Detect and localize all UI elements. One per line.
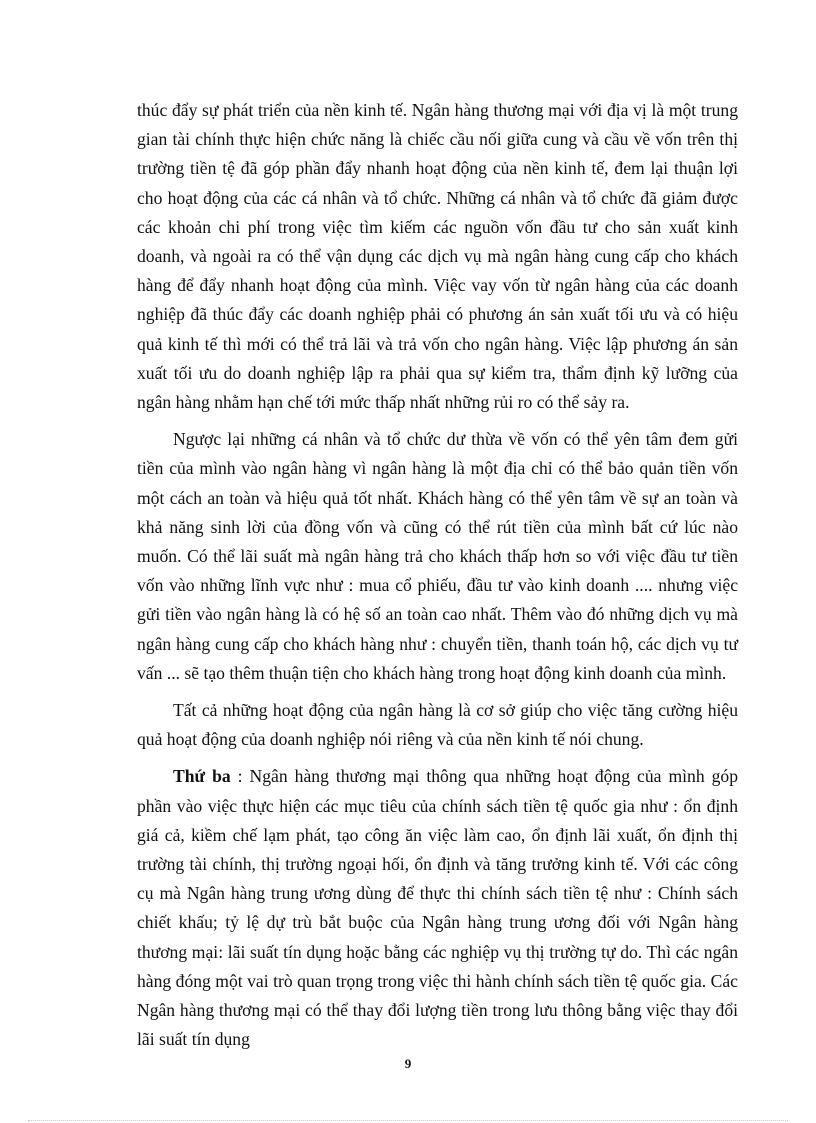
paragraph-3 — [137, 696, 738, 754]
paragraph-3-text: Tất cả những hoạt động của ngân hàng là cơ sở giúp cho việc tăng cường hiệu quả hoạt động của doanh nghiệp nói riêng và của nền kinh tế nói chung. — [137, 700, 738, 750]
page-bottom-divider — [28, 1120, 788, 1121]
paragraph-2-text: Ngược lại những cá nhân và tổ chức dư thừa về vốn có thể yên tâm đem gửi tiền của mình vào ngân hàng vì ngân hàng là một địa chỉ có thể bảo quản tiền vốn một cách an toàn và hiệu quả tốt nhất. Khách hàng có thể yên tâm về sự an toàn và khả năng sinh lời của đồng vốn và cũng có thể rút tiền của mình bất cứ lúc nào muốn. Có thể lãi suất mà ngân hàng trả cho khách thấp hơn so với việc đầu tư tiền vốn vào những lĩnh vực như : mua cổ phiếu, đầu tư vào kinh doanh .... nhưng việc gửi tiền vào ngân hàng là có hệ số an toàn cao nhất. Thêm vào đó những dịch vụ mà ngân hàng cung cấp cho khách hàng như : chuyển tiền, thanh toán hộ, các dịch vụ tư vấn ... sẽ tạo thêm thuận tiện cho khách hàng trong hoạt động kinh doanh của mình. — [137, 429, 738, 683]
paragraph-4-lead: Thứ ba — [173, 766, 231, 787]
body-text — [137, 96, 738, 1055]
paragraph-2 — [137, 425, 738, 688]
paragraph-4 — [137, 762, 738, 1054]
page-number: 9 — [404, 1056, 412, 1071]
paragraph-1-text: thúc đẩy sự phát triển của nền kinh tế. Ngân hàng thương mại với địa vị là một trung gian tài chính thực hiện chức năng là chiếc cầu nối giữa cung và cầu về vốn trên thị trường tiền tệ đã góp phần đẩy nhanh hoạt động của nền kinh tế, đem lại thuận lợi cho hoạt động của các cá nhân và tổ chức. Những cá nhân và tổ chức đã giảm được các khoản chi phí trong việc tìm kiếm các nguồn vốn đầu tư cho sản xuất kinh doanh, và ngoài ra có thể vận dụng các dịch vụ mà ngân hàng cung cấp cho khách hàng để đẩy nhanh hoạt động của mình. Việc vay vốn từ ngân hàng của các doanh nghiệp đã thúc đẩy các doanh nghiệp phải có phương án sản xuất tối ưu và có hiệu quả kinh tế thì mới có thể trả lãi và trả vốn cho ngân hàng. Việc lập phương án sản xuất tối ưu do doanh nghiệp lập ra phải qua sự kiểm tra, thẩm định kỹ lưỡng của ngân hàng nhằm hạn chế tới mức thấp nhất những rủi ro có thể sảy ra. — [137, 100, 738, 413]
paragraph-4-text: : Ngân hàng thương mại thông qua những hoạt động của mình góp phần vào việc thực hiện các mục tiêu của chính sách tiền tệ quốc gia như : ổn định giá cả, kiềm chế lạm phát, tạo công ăn việc làm cao, ổn định lãi xuất, ổn định thị trường tài chính, thị trường ngoại hối, ổn định và tăng trưởng kinh tế. Với các công cụ mà Ngân hàng trung ương dùng để thực thi chính sách tiền tệ như : Chính sách chiết khấu; tỷ lệ dự trù bắt buộc của Ngân hàng trung ương đối với Ngân hàng thương mại: lãi suất tín dụng hoặc bằng các nghiệp vụ thị trường tự do. Thì các ngân hàng đóng một vai trò quan trọng trong việc thi hành chính sách tiền tệ quốc gia. Các Ngân hàng thương mại có thể thay đổi lượng tiền trong lưu thông bằng việc thay đổi lãi suất tín dụng — [137, 766, 739, 1050]
paragraph-1 — [137, 96, 738, 417]
